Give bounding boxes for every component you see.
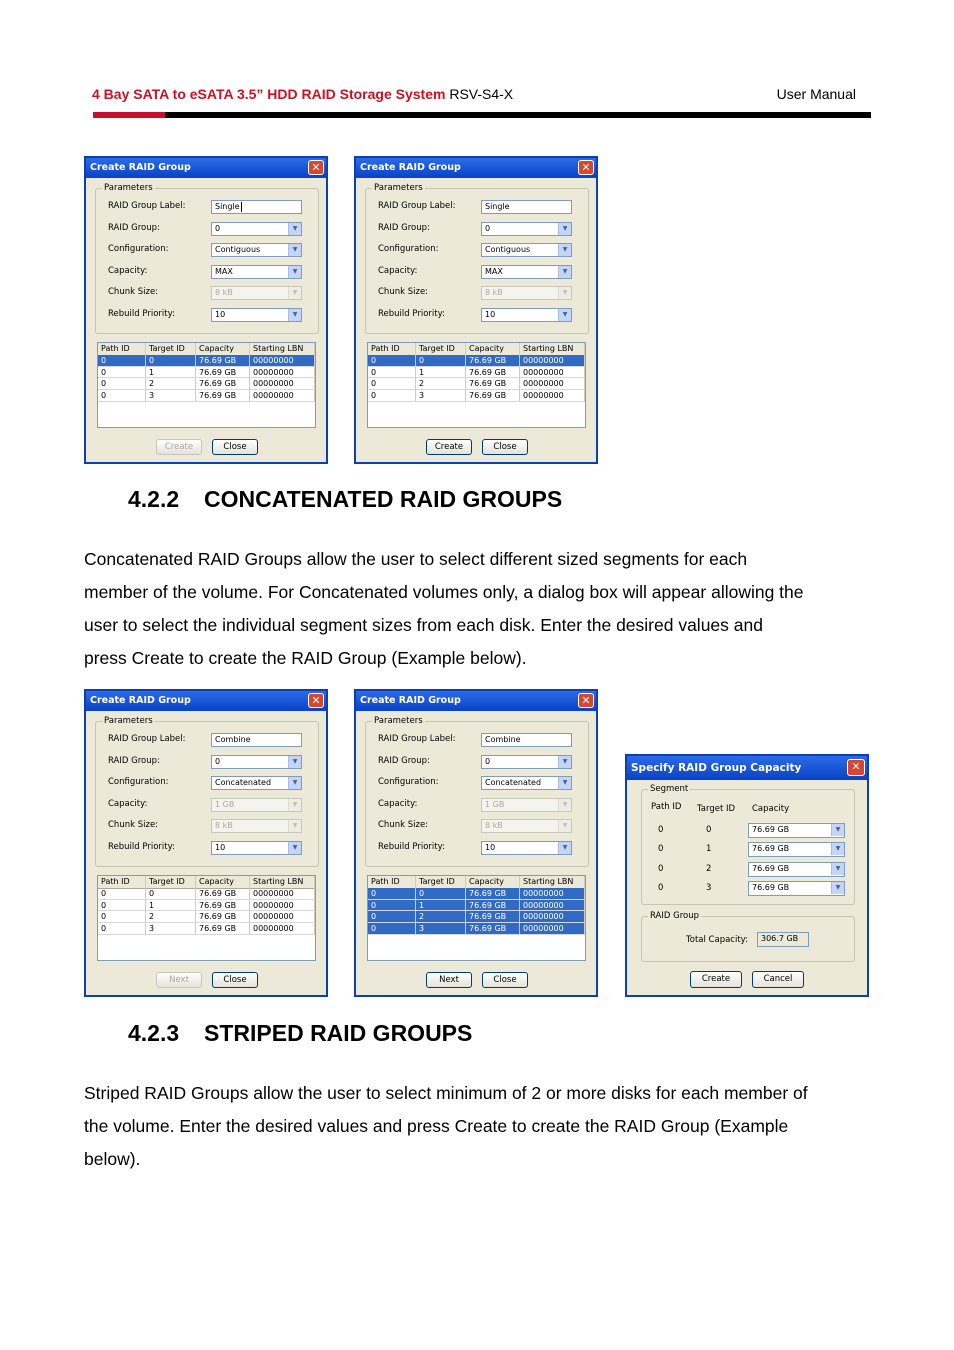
table-cell: 00000000: [520, 923, 585, 935]
total-capacity-label: Total Capacity:: [686, 935, 748, 945]
rebuild-value: 10: [485, 310, 496, 319]
rebuild-select[interactable]: [481, 841, 572, 855]
table-cell: 1: [146, 900, 196, 912]
raid-group-label-input[interactable]: [211, 733, 302, 747]
create-raid-group-dialog: [354, 689, 598, 997]
header-rule-accent: [93, 112, 165, 118]
table-row[interactable]: [368, 390, 585, 402]
table-cell: 0: [146, 888, 196, 900]
column-header: Target ID: [697, 804, 736, 814]
rebuild-value: 10: [485, 843, 496, 852]
chevron-down-icon: ▼: [558, 799, 571, 811]
config-value: Contiguous: [485, 245, 531, 255]
parameters-legend: Parameters: [104, 183, 153, 193]
field-label-config: Configuration:: [108, 244, 169, 255]
table-cell: 0: [98, 911, 146, 923]
raid-group-label-input[interactable]: [211, 200, 302, 214]
table-cell: 0: [98, 355, 146, 367]
segment-capacity-value: 76.69 GB: [752, 825, 790, 834]
table-row[interactable]: [98, 888, 315, 900]
raid-group-label-input[interactable]: [481, 200, 572, 214]
cancel-button[interactable]: Cancel: [752, 971, 804, 988]
field-label-label: RAID Group Label:: [108, 734, 186, 744]
column-header[interactable]: Starting LBN: [520, 343, 585, 355]
table-row[interactable]: [368, 900, 585, 912]
chunk-value: 8 kB: [485, 821, 503, 831]
chunk-select: [481, 286, 572, 300]
column-header[interactable]: Path ID: [98, 343, 146, 355]
close-icon[interactable]: ✕: [308, 160, 324, 175]
segment-legend: Segment: [650, 784, 689, 794]
table-cell: 0: [98, 900, 146, 912]
table-cell: 0: [368, 888, 416, 900]
raid-group-label-input[interactable]: [481, 733, 572, 747]
path-id: 0: [658, 863, 664, 874]
table-row[interactable]: [368, 355, 585, 367]
field-label-rebuild: Rebuild Priority:: [108, 309, 175, 319]
chevron-down-icon: ▼: [558, 287, 571, 299]
target-id: 1: [706, 844, 712, 855]
parameters-legend: Parameters: [104, 716, 153, 726]
column-header[interactable]: Path ID: [368, 876, 416, 888]
dialog-title: Create RAID Group: [360, 695, 461, 706]
table-cell: 0: [98, 378, 146, 390]
table-cell: 1: [146, 367, 196, 379]
segment-capacity-select[interactable]: [748, 881, 845, 896]
create-button: Create: [156, 439, 202, 455]
table-cell: 1: [416, 900, 466, 912]
group-select[interactable]: [481, 222, 572, 236]
dialog-titlebar[interactable]: [86, 691, 326, 711]
chevron-down-icon: ▼: [288, 777, 301, 789]
chevron-down-icon: ▼: [288, 756, 301, 768]
close-button[interactable]: Close: [212, 439, 258, 455]
close-button[interactable]: Close: [482, 972, 528, 988]
paragraph-line: the volume. Enter the desired values and press Create to create the RAID Group (Example: [84, 1116, 789, 1136]
chevron-down-icon: ▼: [558, 842, 571, 854]
table-row[interactable]: [98, 390, 315, 402]
close-icon[interactable]: ✕: [308, 693, 324, 708]
field-label-capacity: Capacity:: [378, 798, 418, 809]
header-product-title: 4 Bay SATA to eSATA 3.5” HDD RAID Storage System: [92, 86, 446, 102]
path-id: 0: [658, 883, 664, 894]
column-header[interactable]: Capacity: [466, 876, 520, 888]
table-cell: 76.69 GB: [196, 923, 250, 935]
table-cell: 76.69 GB: [196, 355, 250, 367]
chevron-down-icon: ▼: [288, 287, 301, 299]
table-cell: 76.69 GB: [466, 923, 520, 935]
capacity-value: MAX: [485, 266, 503, 276]
table-header: [368, 876, 585, 889]
column-header[interactable]: Target ID: [146, 876, 196, 888]
create-button[interactable]: Create: [426, 439, 472, 455]
parameters-legend: Parameters: [374, 183, 423, 193]
section-422-title: CONCATENATED RAID GROUPS: [204, 486, 563, 512]
header-rule: [93, 112, 871, 118]
table-cell: 76.69 GB: [466, 378, 520, 390]
dialog-title: Create RAID Group: [90, 162, 191, 173]
section-423-title: STRIPED RAID GROUPS: [204, 1020, 473, 1046]
chevron-down-icon: ▼: [558, 820, 571, 832]
table-cell: 3: [416, 923, 466, 935]
column-header: Capacity: [752, 804, 790, 814]
field-label-config: Configuration:: [378, 244, 439, 255]
section-422-paragraph: [84, 543, 884, 675]
capacity-select: [211, 798, 302, 812]
table-cell: 00000000: [520, 367, 585, 379]
dialog-titlebar[interactable]: [356, 691, 596, 711]
create-raid-group-dialog: [84, 689, 328, 997]
group-value: 0: [485, 756, 491, 766]
paragraph-line: below).: [84, 1149, 141, 1169]
column-header[interactable]: Capacity: [196, 876, 250, 888]
column-header[interactable]: Capacity: [196, 343, 250, 355]
column-header: Path ID: [651, 802, 682, 812]
label-value: Combine: [485, 735, 521, 744]
table-cell: 0: [368, 390, 416, 402]
table-cell: 00000000: [250, 923, 315, 935]
table-cell: 00000000: [520, 900, 585, 912]
capacity-value: 1 GB: [215, 799, 235, 809]
table-cell: 76.69 GB: [466, 355, 520, 367]
table-cell: 76.69 GB: [196, 911, 250, 923]
table-cell: 3: [416, 390, 466, 402]
table-header: [98, 876, 315, 889]
section-422-heading: [128, 486, 562, 513]
table-cell: 0: [368, 900, 416, 912]
field-label-chunk: Chunk Size:: [108, 820, 159, 831]
config-value: Concatenated: [485, 778, 542, 788]
table-cell: 0: [416, 888, 466, 900]
chevron-down-icon: ▼: [831, 863, 844, 875]
chevron-down-icon: ▼: [288, 799, 301, 811]
close-icon[interactable]: ✕: [578, 693, 594, 708]
field-label-label: RAID Group Label:: [378, 201, 456, 211]
field-label-group: RAID Group:: [378, 222, 430, 233]
capacity-select[interactable]: [481, 265, 572, 279]
column-header[interactable]: Starting LBN: [250, 343, 315, 355]
group-select[interactable]: [211, 222, 302, 236]
field-label-capacity: Capacity:: [108, 798, 148, 809]
table-header: [98, 343, 315, 356]
table-cell: 00000000: [520, 355, 585, 367]
section-423-number: 4.2.3: [128, 1020, 180, 1046]
chunk-select: [211, 819, 302, 833]
paragraph-line: user to select the individual segment sizes from each disk. Enter the desired values and: [84, 615, 763, 635]
label-value: Combine: [215, 735, 251, 744]
section-423-paragraph: [84, 1077, 884, 1176]
parameters-legend: Parameters: [374, 716, 423, 726]
dialog-title: Specify RAID Group Capacity: [631, 762, 802, 774]
table-cell: 76.69 GB: [196, 390, 250, 402]
table-cell: 00000000: [250, 390, 315, 402]
table-cell: 00000000: [250, 378, 315, 390]
table-cell: 00000000: [250, 911, 315, 923]
table-cell: 0: [146, 355, 196, 367]
total-capacity-value: 306.7 GB: [757, 932, 809, 947]
chevron-down-icon: ▼: [558, 756, 571, 768]
close-button[interactable]: Close: [482, 439, 528, 455]
field-label-group: RAID Group:: [108, 755, 160, 766]
chevron-down-icon: ▼: [288, 266, 301, 278]
field-label-chunk: Chunk Size:: [378, 287, 429, 298]
column-header[interactable]: Starting LBN: [250, 876, 315, 888]
label-value: Single: [485, 202, 510, 211]
page-header: [92, 86, 856, 106]
segment-capacity-value: 76.69 GB: [752, 863, 790, 873]
target-id: 2: [706, 863, 712, 874]
chunk-value: 8 kB: [215, 288, 233, 298]
table-cell: 2: [416, 378, 466, 390]
table-cell: 76.69 GB: [196, 367, 250, 379]
section-422-number: 4.2.2: [128, 486, 180, 512]
table-cell: 00000000: [250, 888, 315, 900]
chevron-down-icon: ▼: [831, 824, 844, 836]
field-label-rebuild: Rebuild Priority:: [378, 842, 445, 852]
rebuild-value: 10: [215, 310, 226, 319]
capacity-value: 1 GB: [485, 799, 505, 809]
table-cell: 3: [146, 390, 196, 402]
group-select[interactable]: [481, 755, 572, 769]
table-cell: 0: [98, 923, 146, 935]
field-label-rebuild: Rebuild Priority:: [108, 842, 175, 852]
table-cell: 76.69 GB: [196, 378, 250, 390]
section-423-heading: [128, 1020, 472, 1047]
capacity-select[interactable]: [211, 265, 302, 279]
target-id: 3: [706, 883, 712, 894]
table-cell: 0: [416, 355, 466, 367]
chunk-select: [481, 819, 572, 833]
table-row[interactable]: [368, 923, 585, 935]
segment-capacity-select[interactable]: [748, 823, 845, 838]
table-cell: 0: [368, 355, 416, 367]
segment-capacity-value: 76.69 GB: [752, 883, 790, 893]
create-raid-group-dialog: [84, 156, 328, 464]
disk-table: [97, 342, 316, 428]
field-label-capacity: Capacity:: [108, 265, 148, 276]
field-label-chunk: Chunk Size:: [378, 820, 429, 831]
path-id: 0: [658, 825, 664, 835]
config-select[interactable]: [211, 776, 302, 790]
chevron-down-icon: ▼: [288, 244, 301, 256]
table-row[interactable]: [368, 911, 585, 923]
chevron-down-icon: ▼: [288, 820, 301, 832]
group-value: 0: [215, 756, 221, 766]
group-value: 0: [485, 223, 491, 233]
chevron-down-icon: ▼: [831, 882, 844, 894]
table-cell: 00000000: [250, 367, 315, 379]
table-row[interactable]: [98, 355, 315, 367]
table-cell: 0: [368, 378, 416, 390]
table-row[interactable]: [98, 378, 315, 390]
chevron-down-icon: ▼: [558, 244, 571, 256]
next-button[interactable]: Next: [426, 972, 472, 988]
paragraph-line: press Create to create the RAID Group (Example below).: [84, 648, 527, 668]
column-header[interactable]: Starting LBN: [520, 876, 585, 888]
table-row[interactable]: [98, 367, 315, 379]
table-cell: 0: [368, 911, 416, 923]
table-row[interactable]: [368, 378, 585, 390]
rebuild-select[interactable]: [211, 308, 302, 322]
segment-capacity-value: 76.69 GB: [752, 844, 790, 854]
group-value: 0: [215, 223, 221, 233]
table-cell: 00000000: [520, 378, 585, 390]
segment-capacity-select[interactable]: [748, 862, 845, 877]
rebuild-select[interactable]: [211, 841, 302, 855]
table-cell: 2: [416, 911, 466, 923]
table-cell: 00000000: [250, 355, 315, 367]
specify-capacity-dialog: [625, 754, 869, 997]
paragraph-line: Striped RAID Groups allow the user to select minimum of 2 or more disks for each member of: [84, 1083, 808, 1103]
rebuild-value: 10: [215, 843, 226, 852]
field-label-label: RAID Group Label:: [108, 201, 186, 211]
chunk-value: 8 kB: [485, 288, 503, 298]
field-label-group: RAID Group:: [378, 755, 430, 766]
field-label-group: RAID Group:: [108, 222, 160, 233]
segment-capacity-select[interactable]: [748, 842, 845, 857]
config-value: Concatenated: [215, 778, 272, 788]
column-header[interactable]: Path ID: [368, 343, 416, 355]
table-cell: 3: [146, 923, 196, 935]
dialog-titlebar[interactable]: [627, 756, 867, 780]
close-icon[interactable]: ✕: [847, 759, 865, 776]
table-cell: 00000000: [250, 900, 315, 912]
capacity-select: [481, 798, 572, 812]
table-cell: 76.69 GB: [466, 911, 520, 923]
table-row[interactable]: [368, 367, 585, 379]
table-cell: 76.69 GB: [466, 367, 520, 379]
disk-table: [367, 342, 586, 428]
paragraph-line: Concatenated RAID Groups allow the user to select different sized segments for each: [84, 549, 748, 569]
dialog-titlebar[interactable]: [356, 158, 596, 178]
disk-table: [367, 875, 586, 961]
rebuild-select[interactable]: [481, 308, 572, 322]
chevron-down-icon: ▼: [831, 843, 844, 855]
dialog-title: Create RAID Group: [360, 162, 461, 173]
table-cell: 00000000: [520, 390, 585, 402]
chevron-down-icon: ▼: [288, 309, 301, 321]
field-label-chunk: Chunk Size:: [108, 287, 159, 298]
dialog-titlebar[interactable]: [86, 158, 326, 178]
table-cell: 76.69 GB: [466, 888, 520, 900]
field-label-config: Configuration:: [378, 777, 439, 788]
disk-table: [97, 875, 316, 961]
table-cell: 00000000: [520, 888, 585, 900]
config-value: Contiguous: [215, 245, 261, 255]
next-button: Next: [156, 972, 202, 988]
table-cell: 76.69 GB: [196, 900, 250, 912]
table-cell: 0: [98, 390, 146, 402]
config-select[interactable]: [481, 243, 572, 257]
column-header[interactable]: Path ID: [98, 876, 146, 888]
target-id: 0: [706, 825, 712, 835]
table-cell: 76.69 GB: [466, 900, 520, 912]
table-cell: 2: [146, 911, 196, 923]
dialog-title: Create RAID Group: [90, 695, 191, 706]
table-header: [368, 343, 585, 356]
field-label-rebuild: Rebuild Priority:: [378, 309, 445, 319]
create-button[interactable]: Create: [690, 971, 742, 988]
table-row[interactable]: [98, 923, 315, 935]
table-cell: 1: [416, 367, 466, 379]
close-button[interactable]: Close: [212, 972, 258, 988]
table-cell: 2: [146, 378, 196, 390]
chunk-select: [211, 286, 302, 300]
table-row[interactable]: [98, 911, 315, 923]
chevron-down-icon: ▼: [558, 223, 571, 235]
config-select[interactable]: [481, 776, 572, 790]
chunk-value: 8 kB: [215, 821, 233, 831]
column-header[interactable]: Target ID: [416, 876, 466, 888]
field-label-config: Configuration:: [108, 777, 169, 788]
header-model: RSV-S4-X: [449, 86, 514, 102]
column-header[interactable]: Target ID: [416, 343, 466, 355]
table-cell: 0: [98, 888, 146, 900]
group-select[interactable]: [211, 755, 302, 769]
text-caret: [241, 202, 242, 212]
capacity-value: MAX: [215, 266, 233, 276]
path-id: 0: [658, 844, 664, 855]
create-raid-group-dialog: [354, 156, 598, 464]
chevron-down-icon: ▼: [558, 266, 571, 278]
chevron-down-icon: ▼: [288, 223, 301, 235]
table-row[interactable]: [98, 900, 315, 912]
column-header[interactable]: Target ID: [146, 343, 196, 355]
column-header[interactable]: Capacity: [466, 343, 520, 355]
field-label-capacity: Capacity:: [378, 265, 418, 276]
raid-group-summary: [641, 911, 855, 962]
table-cell: 0: [98, 367, 146, 379]
field-label-label: RAID Group Label:: [378, 734, 456, 744]
close-icon[interactable]: ✕: [578, 160, 594, 175]
config-select[interactable]: [211, 243, 302, 257]
table-cell: 76.69 GB: [466, 390, 520, 402]
chevron-down-icon: ▼: [558, 309, 571, 321]
table-cell: 76.69 GB: [196, 888, 250, 900]
table-cell: 0: [368, 367, 416, 379]
chevron-down-icon: ▼: [288, 842, 301, 854]
label-value: Single: [215, 202, 240, 211]
table-cell: 00000000: [520, 911, 585, 923]
table-row[interactable]: [368, 888, 585, 900]
chevron-down-icon: ▼: [558, 777, 571, 789]
raid-group-legend: RAID Group: [650, 911, 700, 921]
table-cell: 0: [368, 923, 416, 935]
paragraph-line: member of the volume. For Concatenated volumes only, a dialog box will appear allowing the: [84, 582, 804, 602]
header-user-manual: User Manual: [776, 86, 856, 102]
